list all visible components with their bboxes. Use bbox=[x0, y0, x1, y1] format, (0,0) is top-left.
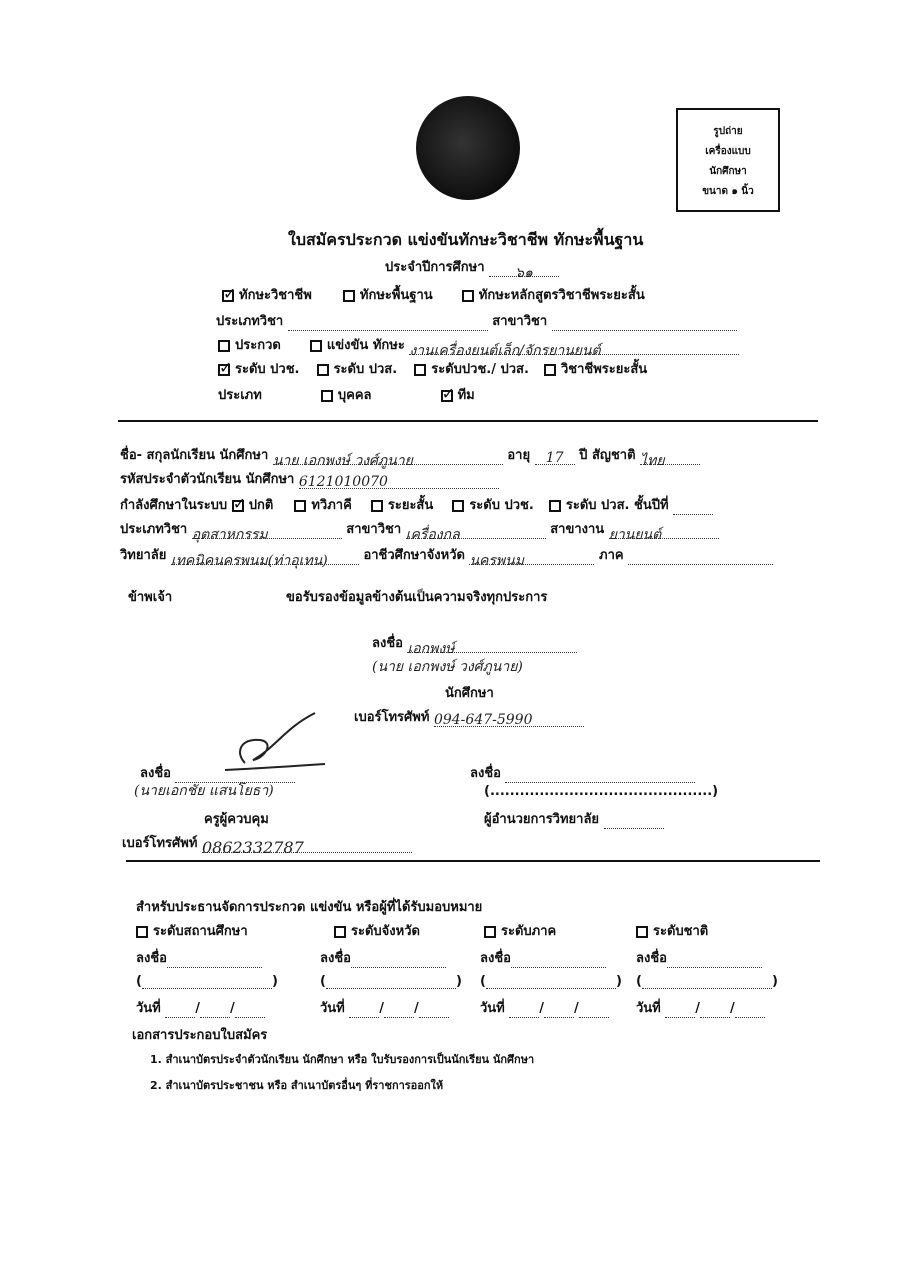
checkbox[interactable] bbox=[136, 926, 148, 938]
contest-row bbox=[218, 334, 739, 359]
form-title: ใบสมัครประกวด แข่งขันทักษะวิชาชีพ ทักษะพื้นฐาน bbox=[288, 230, 644, 249]
level-row bbox=[218, 358, 647, 379]
program-branch-label: สาขาวิชา bbox=[346, 522, 402, 537]
student-printed-name: (นาย เอกพงษ์ วงศ์ภูนาย) bbox=[372, 659, 523, 675]
attachment-item-2: 2. สำเนาบัตรประชาชน หรือ สำเนาบัตรอื่นๆ ที่ราชการออกให้ bbox=[150, 1079, 444, 1092]
student-sign-label: ลงชื่อ bbox=[372, 636, 403, 651]
work-label: สาขางาน bbox=[550, 522, 605, 537]
category-option-basic[interactable]: ทักษะพื้นฐาน bbox=[343, 288, 433, 303]
photo-line-4: ขนาด ๑ นิ้ว bbox=[702, 186, 754, 197]
organizer-sign-field[interactable] bbox=[167, 953, 262, 968]
attachment-item-1: 1. สำเนาบัตรประจำตัวนักเรียน นักศึกษา หรือ ใบรับรองการเป็นนักเรียน นักศึกษา bbox=[150, 1053, 535, 1066]
checkbox[interactable] bbox=[317, 364, 329, 376]
academic-year-label: ประจำปีการศึกษา bbox=[385, 260, 485, 275]
level-pvs[interactable]: ระดับ ปวส. bbox=[317, 362, 398, 377]
checkbox[interactable] bbox=[310, 340, 322, 352]
organizer-sign-label: ลงชื่อ bbox=[320, 951, 351, 966]
college-label: วิทยาลัย bbox=[120, 548, 167, 563]
organizer-level-national[interactable]: ระดับชาติ bbox=[636, 920, 778, 941]
institution-seal bbox=[416, 96, 520, 200]
level-pvc[interactable]: ✓ระดับ ปวช. bbox=[218, 362, 300, 377]
student-phone-field[interactable] bbox=[434, 712, 584, 727]
kind-row bbox=[218, 384, 475, 405]
option-contest[interactable]: ประกวด bbox=[218, 338, 281, 353]
checkbox[interactable] bbox=[484, 926, 496, 938]
province-value: นครพนม bbox=[469, 553, 524, 569]
level-pvc-pvs[interactable]: ระดับปวช./ ปวส. bbox=[414, 362, 529, 377]
student-sign-row bbox=[372, 632, 577, 657]
skill-value: งานเครื่องยนต์เล็ก/จักรยานยนต์ bbox=[409, 343, 601, 359]
director-role: ผู้อำนวยการวิทยาลัย bbox=[484, 812, 600, 827]
student-role: นักศึกษา bbox=[445, 686, 494, 701]
organizer-date-label: วันที่ bbox=[320, 1001, 345, 1016]
nationality-value: ไทย bbox=[640, 453, 665, 469]
program-branch-field[interactable] bbox=[405, 524, 546, 543]
advisor-phone-value: 0862332787 bbox=[201, 838, 304, 857]
region-field[interactable] bbox=[628, 550, 773, 565]
student-phone-value: 094-647-5990 bbox=[433, 712, 533, 728]
province-label: อาชีวศึกษาจังหวัด bbox=[363, 548, 465, 563]
photo-box bbox=[676, 108, 780, 212]
attachments-heading: เอกสารประกอบใบสมัคร bbox=[132, 1028, 268, 1043]
system-dual[interactable]: ทวิภาคี bbox=[294, 498, 351, 513]
checkbox[interactable] bbox=[371, 500, 383, 512]
program-row bbox=[120, 518, 719, 543]
college-row bbox=[120, 544, 773, 569]
name-field[interactable] bbox=[272, 450, 503, 469]
checkbox[interactable] bbox=[549, 500, 561, 512]
organizer-date-label: วันที่ bbox=[480, 1001, 505, 1016]
province-field[interactable] bbox=[469, 550, 594, 569]
checkbox[interactable] bbox=[544, 364, 556, 376]
organizer-sign-label: ลงชื่อ bbox=[136, 951, 167, 966]
level-short[interactable]: วิชาชีพระยะสั้น bbox=[544, 362, 647, 377]
organizer-level-region[interactable]: ระดับภาค bbox=[484, 920, 622, 941]
photo-line-1: รูปถ่าย bbox=[713, 126, 743, 137]
id-field[interactable] bbox=[299, 474, 499, 489]
advisor-role: ครูผู้ควบคุม bbox=[204, 812, 269, 827]
college-field[interactable] bbox=[170, 550, 359, 569]
advisor-printed-name: (นายเอกชัย แสนโยธา) bbox=[134, 783, 274, 799]
checkbox[interactable] bbox=[414, 364, 426, 376]
program-branch-value: เครื่องกล bbox=[405, 527, 460, 543]
student-id-row bbox=[120, 468, 499, 489]
organizer-sign-field[interactable] bbox=[351, 953, 446, 968]
organizer-sign-label: ลงชื่อ bbox=[480, 951, 511, 966]
checkbox[interactable] bbox=[321, 390, 333, 402]
checkbox[interactable] bbox=[232, 500, 244, 512]
student-phone-row bbox=[354, 706, 584, 727]
nationality-field[interactable] bbox=[640, 450, 700, 469]
director-sign-row bbox=[470, 762, 695, 783]
category-option-professional[interactable]: ✓ทักษะวิชาชีพ bbox=[222, 288, 312, 303]
director-paren: (.............................................) bbox=[484, 784, 719, 799]
name-value: นาย เอกพงษ์ วงศ์ภูนาย bbox=[272, 453, 413, 469]
organizer-col-4: ระดับชาติ ลงชื่อ ( ) วันที่ / / bbox=[636, 920, 778, 1018]
checkbox[interactable] bbox=[334, 926, 346, 938]
option-compete[interactable]: แข่งขัน ทักษะ bbox=[310, 338, 405, 353]
divider bbox=[126, 860, 820, 862]
student-sign-field[interactable] bbox=[407, 638, 577, 657]
skill-field[interactable] bbox=[409, 340, 739, 359]
divider bbox=[118, 420, 818, 422]
type-label: ประเภทวิชา bbox=[216, 314, 284, 329]
checkbox[interactable] bbox=[222, 290, 234, 302]
kind-team[interactable]: ✓ ทีม bbox=[441, 388, 475, 403]
program-type-label: ประเภทวิชา bbox=[120, 522, 188, 537]
checkbox[interactable] bbox=[452, 500, 464, 512]
i-label: ข้าพเจ้า bbox=[128, 590, 173, 605]
organizer-col-3: ระดับภาค ลงชื่อ ( ) วันที่ / / bbox=[480, 920, 622, 1018]
branch-label: สาขาวิชา bbox=[492, 314, 548, 329]
organizer-level-school[interactable]: ระดับสถานศึกษา bbox=[136, 920, 278, 941]
organizer-sign-field[interactable] bbox=[667, 953, 762, 968]
organizer-date-label: วันที่ bbox=[136, 1001, 161, 1016]
advisor-phone-field[interactable] bbox=[201, 838, 412, 857]
program-type-value: อุตสาหกรรม bbox=[191, 527, 268, 543]
organizer-date-label: วันที่ bbox=[636, 1001, 661, 1016]
academic-year-value: ๖๑ bbox=[515, 265, 533, 281]
photo-line-2: เครื่องแบบ bbox=[705, 146, 751, 157]
category-type-row bbox=[216, 310, 737, 331]
id-value: 6121010070 bbox=[298, 474, 388, 490]
category-row bbox=[222, 284, 645, 305]
advisor-phone-row bbox=[122, 832, 412, 857]
age-field[interactable] bbox=[535, 450, 575, 465]
nationality-label: สัญชาติ bbox=[591, 448, 636, 463]
category-option-short-course[interactable]: ทักษะหลักสูตรวิชาชีพระยะสั้น bbox=[462, 288, 645, 303]
director-role-row bbox=[484, 808, 664, 829]
photo-line-3: นักศึกษา bbox=[709, 166, 747, 177]
certify-statement: ขอรับรองข้อมูลข้างต้นเป็นความจริงทุกประการ bbox=[286, 590, 548, 605]
branch-field[interactable] bbox=[552, 316, 737, 331]
work-value: ยานยนต์ bbox=[608, 527, 662, 543]
kind-individual[interactable]: บุคคล bbox=[321, 388, 372, 403]
kind-label: ประเภท bbox=[218, 388, 262, 403]
id-label: รหัสประจำตัวนักเรียน นักศึกษา bbox=[120, 472, 295, 487]
system-regular[interactable]: ✓ ปกติ bbox=[232, 498, 274, 513]
work-field[interactable] bbox=[608, 524, 719, 543]
organizer-col-2: ระดับจังหวัด ลงชื่อ ( ) วันที่ / / bbox=[320, 920, 462, 1018]
system-pvs-year[interactable]: ระดับ ปวส. ชั้นปีที่ bbox=[549, 498, 669, 513]
advisor-sign-label: ลงชื่อ bbox=[140, 766, 171, 781]
organizer-sign-label: ลงชื่อ bbox=[636, 951, 667, 966]
study-system-row bbox=[120, 494, 713, 515]
checkbox[interactable] bbox=[636, 926, 648, 938]
student-phone-label: เบอร์โทรศัพท์ bbox=[354, 710, 430, 725]
organizer-sign-field[interactable] bbox=[511, 953, 606, 968]
program-type-field[interactable] bbox=[191, 524, 342, 543]
academic-year-row bbox=[385, 256, 559, 281]
student-name-row bbox=[120, 444, 700, 469]
organizer-col-1: ระดับสถานศึกษา ลงชื่อ ( ) วันที่ / / bbox=[136, 920, 278, 1018]
system-label: กำลังศึกษาในระบบ bbox=[120, 498, 228, 513]
system-short[interactable]: ระยะสั้น bbox=[371, 498, 433, 513]
organizer-heading: สำหรับประธานจัดการประกวด แข่งขัน หรือผู้ที่ได้รับมอบหมาย bbox=[136, 900, 483, 915]
checkbox[interactable] bbox=[462, 290, 474, 302]
year-field[interactable] bbox=[673, 500, 713, 515]
organizer-level-province[interactable]: ระดับจังหวัด bbox=[334, 920, 462, 941]
advisor-phone-label: เบอร์โทรศัพท์ bbox=[122, 836, 198, 851]
checkbox[interactable] bbox=[218, 340, 230, 352]
region-label: ภาค bbox=[599, 548, 624, 563]
director-sign-label: ลงชื่อ bbox=[470, 766, 501, 781]
checkbox[interactable] bbox=[343, 290, 355, 302]
checkbox[interactable] bbox=[294, 500, 306, 512]
name-label: ชื่อ- สกุลนักเรียน นักศึกษา bbox=[120, 448, 269, 463]
checkbox[interactable] bbox=[218, 364, 230, 376]
checkbox[interactable] bbox=[441, 390, 453, 402]
year-label: ปี bbox=[579, 448, 588, 463]
age-value: 17 bbox=[545, 450, 564, 466]
age-label: อายุ bbox=[507, 448, 531, 463]
college-value: เทคนิคนครพนม(ท่าอุเทน) bbox=[170, 553, 328, 569]
director-sign-field[interactable] bbox=[505, 768, 695, 783]
system-pvc[interactable]: ระดับ ปวช. bbox=[452, 498, 534, 513]
type-field[interactable] bbox=[288, 316, 488, 331]
student-signature: เอกพงษ์ bbox=[407, 641, 455, 657]
